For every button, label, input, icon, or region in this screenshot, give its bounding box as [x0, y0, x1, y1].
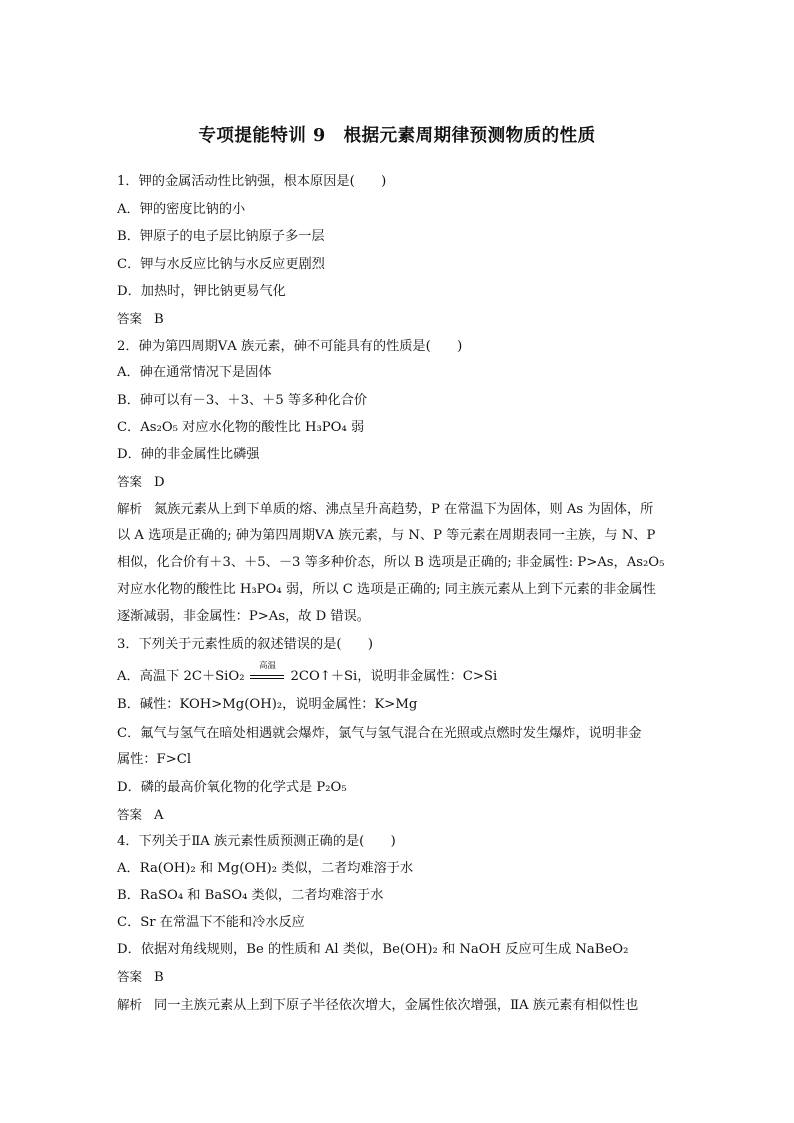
question-3-option-c: C．氟气与氢气在暗处相遇就会爆炸，氯气与氢气混合在光照或点燃时发生爆炸，说明非金	[117, 726, 642, 741]
question-2-explanation-line: 对应水化物的酸性比 H₃PO₄ 弱，所以 C 选项是正确的; 同主族元素从上到下元素的非金属性	[117, 582, 656, 597]
answer-value: D	[154, 475, 165, 490]
option-a-products: 2CO↑＋Si，说明非金属性：C>Si	[290, 669, 498, 684]
question-2-explanation-line: 相似，化合价有＋3、＋5、－3 等多种价态，所以 B 选项是正确的; 非金属性: P>As，As₂O₅	[117, 555, 665, 570]
explanation-label: 解析	[117, 501, 143, 516]
question-2-option-b: B．砷可以有－3、＋3、＋5 等多种化合价	[117, 393, 368, 408]
question-2-stem: 2．砷为第四周期ⅤA 族元素，砷不可能具有的性质是( )	[117, 339, 463, 354]
question-3-answer	[117, 806, 678, 825]
question-3-stem: 3．下列关于元素性质的叙述错误的是( )	[117, 637, 374, 652]
question-4-option-b: B．RaSO₄ 和 BaSO₄ 类似，二者均难溶于水	[117, 888, 384, 903]
question-2-explanation-line: 以 A 选项是正确的; 砷为第四周期ⅤA 族元素，与 N、P 等元素在周期表同一主族，与 N、P	[117, 528, 656, 543]
answer-label: 答案	[117, 311, 143, 326]
explanation-text: 氮族元素从上到下单质的熔、沸点呈升高趋势，P 在常温下为固体，则 As 为固体，所	[154, 502, 654, 517]
question-1-answer	[117, 310, 678, 329]
question-3-option-a	[117, 660, 678, 686]
answer-label: 答案	[117, 474, 143, 489]
explanation-text: 同一主族元素从上到下原子半径依次增大，金属性依次增强，ⅡA 族元素有相似性也	[154, 998, 639, 1013]
question-2-explanation-line	[117, 500, 678, 519]
answer-value: B	[154, 312, 164, 327]
question-3-option-d: D．磷的最高价氧化物的化学式是 P₂O₅	[117, 780, 347, 795]
reaction-condition-arrow	[250, 660, 284, 683]
question-1-option-b: B．钾原子的电子层比钠原子多一层	[117, 229, 325, 244]
question-1-stem: 1．钾的金属活动性比钠强，根本原因是( )	[117, 174, 387, 189]
reaction-condition-label: 高温	[258, 660, 276, 671]
question-4-option-c: C．Sr 在常温下不能和冷水反应	[117, 915, 305, 930]
question-3-option-c-cont: 属性：F>Cl	[117, 752, 192, 767]
question-2-explanation-line: 逐渐减弱，非金属性：P>As，故 D 错误。	[117, 609, 370, 624]
question-1-option-d: D．加热时，钾比钠更易气化	[117, 284, 286, 299]
question-4-explanation-line	[117, 996, 678, 1015]
question-2-option-a: A．砷在通常情况下是固体	[117, 365, 272, 380]
question-2-option-c: C．As₂O₅ 对应水化物的酸性比 H₃PO₄ 弱	[117, 420, 365, 435]
question-1-option-a: A．钾的密度比钠的小	[117, 202, 246, 217]
page-title: 专项提能特训 9 根据元素周期律预测物质的性质	[198, 126, 596, 146]
question-1-option-c: C．钾与水反应比钠与水反应更剧烈	[117, 257, 325, 272]
explanation-label: 解析	[117, 997, 143, 1012]
answer-value: B	[154, 970, 164, 985]
answer-label: 答案	[117, 969, 143, 984]
answer-value: A	[154, 808, 164, 823]
answer-label: 答案	[117, 807, 143, 822]
question-4-option-d: D．依据对角线规则，Be 的性质和 Al 类似，Be(OH)₂ 和 NaOH 反应可生成 NaBeO₂	[117, 942, 629, 957]
option-a-reactants: A．高温下 2C＋SiO₂	[117, 669, 245, 684]
question-4-option-a: A．Ra(OH)₂ 和 Mg(OH)₂ 类似，二者均难溶于水	[117, 861, 414, 876]
question-4-answer	[117, 968, 678, 987]
question-4-stem: 4．下列关于ⅡA 族元素性质预测正确的是( )	[117, 834, 396, 849]
question-2-option-d: D．砷的非金属性比磷强	[117, 447, 260, 462]
question-2-answer	[117, 473, 678, 492]
question-3-option-b: B．碱性：KOH>Mg(OH)₂，说明金属性：K>Mg	[117, 697, 418, 712]
